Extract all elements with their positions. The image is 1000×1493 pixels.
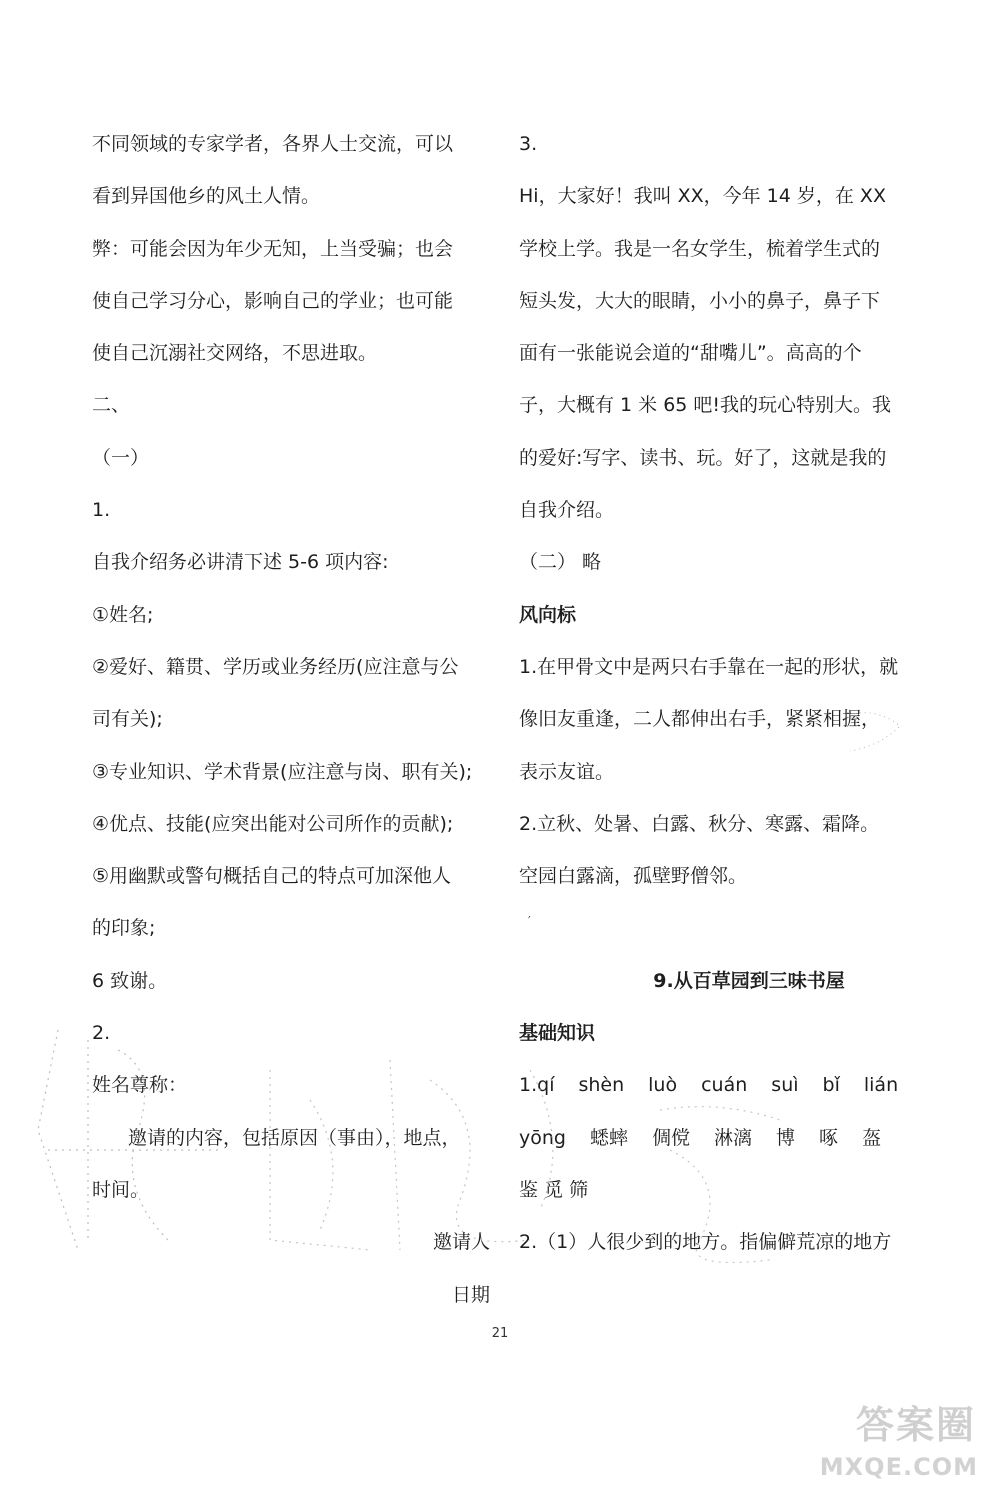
text-line: 的爱好:写字、读书、玩。好了，这就是我的 — [519, 446, 887, 469]
pinyin-item: lián — [863, 1074, 899, 1097]
char-item: 博 — [776, 1126, 796, 1149]
list-item: ④优点、技能(应突出能对公司所作的贡献); — [92, 812, 454, 835]
text-line: 2.（1）人很少到的地方。指偏僻荒凉的地方 — [519, 1231, 892, 1254]
text-line: 不同领域的专家学者，各界人士交流，可以 — [92, 133, 454, 155]
faint-stamp-icon — [230, 1040, 610, 1270]
text-line: 弊：可能会因为年少无知，上当受骗；也会 — [92, 237, 454, 260]
text-line: 1.在甲骨文中是两只右手靠在一起的形状，就 — [519, 655, 899, 678]
text-line: 学校上学。我是一名女学生，梳着学生式的 — [519, 237, 881, 260]
text-line: 表示友谊。 — [519, 760, 615, 783]
section-heading: 风向标 — [519, 603, 577, 626]
subsection-heading: （二） 略 — [519, 551, 602, 574]
text-line: 姓名尊称： — [92, 1074, 188, 1097]
list-item: 的印象; — [92, 917, 156, 940]
pinyin-item: 1.qí — [519, 1074, 555, 1097]
pinyin-item: shèn — [578, 1074, 625, 1097]
char-item: 淋漓 — [714, 1126, 753, 1149]
blank-line — [519, 902, 919, 954]
char-item: 蟋蟀 — [589, 1126, 628, 1149]
faint-stamp-icon — [840, 706, 910, 756]
text-line: 使自己沉溺社交网络，不思进取。 — [92, 342, 378, 365]
lesson-title: 9.从百草园到三味书屋 — [653, 969, 845, 992]
char-item: 啄 — [819, 1126, 839, 1149]
stray-mark: ′ — [528, 914, 531, 928]
list-item: ③专业知识、学术背景(应注意与岗、职有关); — [92, 760, 473, 783]
text-line: 像旧友重逢，二人都伸出右手，紧紧相握， — [519, 708, 881, 731]
list-item: ②爱好、籍贯、学历或业务经历(应注意与公 — [92, 655, 459, 678]
text-line: 鉴 觅 筛 — [519, 1178, 589, 1201]
text-line: 使自己学习分心，影响自己的学业；也可能 — [92, 289, 454, 312]
char-item: 倜傥 — [652, 1126, 691, 1149]
text-line: 2.立秋、处暑、白露、秋分、寒露、霜降。 — [519, 812, 880, 835]
list-item: 6 致谢。 — [92, 969, 168, 992]
pinyin-item: bǐ — [822, 1074, 840, 1097]
subsection-heading: （一） — [92, 446, 150, 469]
text-line: Hi，大家好！我叫 XX，今年 14 岁，在 XX — [519, 185, 886, 208]
text-line: 邀请的内容，包括原因（事由），地点， — [128, 1126, 461, 1149]
inviter-label: 邀请人 — [432, 1231, 490, 1254]
page-number: 21 — [491, 1326, 509, 1341]
pinyin-item: luò — [648, 1074, 678, 1097]
text-line: 自我介绍。 — [519, 499, 615, 522]
faint-stamp-icon — [640, 1090, 800, 1280]
watermark-url: MXQE.COM — [819, 1453, 978, 1481]
section-heading: 二、 — [92, 394, 131, 417]
date-label: 日期 — [451, 1283, 490, 1306]
question-number: 3. — [519, 133, 538, 155]
text-line: 看到异国他乡的风土人情。 — [92, 185, 321, 208]
text-line: 自我介绍务必讲清下述 5-6 项内容: — [92, 551, 389, 574]
char-item: 盔 — [862, 1126, 882, 1149]
list-item: ⑤用幽默或警句概括自己的特点可加深他人 — [92, 865, 452, 888]
pinyin-item: suì — [771, 1074, 799, 1097]
text-line: 子，大概有 1 米 65 吧!我的玩心特别大。我 — [519, 394, 892, 417]
section-heading: 基础知识 — [519, 1022, 596, 1045]
watermark-logo: 答案圈 — [855, 1403, 976, 1447]
pinyin-item: cuán — [701, 1074, 748, 1097]
list-item: ①姓名; — [92, 603, 154, 626]
text-line: 短头发，大大的眼睛，小小的鼻子，鼻子下 — [519, 289, 881, 312]
text-line: 空园白露滴，孤壁野僧邻。 — [519, 865, 748, 888]
text-line: 面有一张能说会道的“甜嘴儿”。高高的个 — [519, 342, 862, 365]
question-number: 2. — [92, 1022, 111, 1045]
question-number: 1. — [92, 499, 111, 522]
faint-stamp-icon — [18, 1010, 238, 1270]
text-line: 时间。 — [92, 1178, 150, 1201]
list-item: 司有关); — [92, 708, 163, 731]
char-item: yōng — [519, 1126, 566, 1149]
